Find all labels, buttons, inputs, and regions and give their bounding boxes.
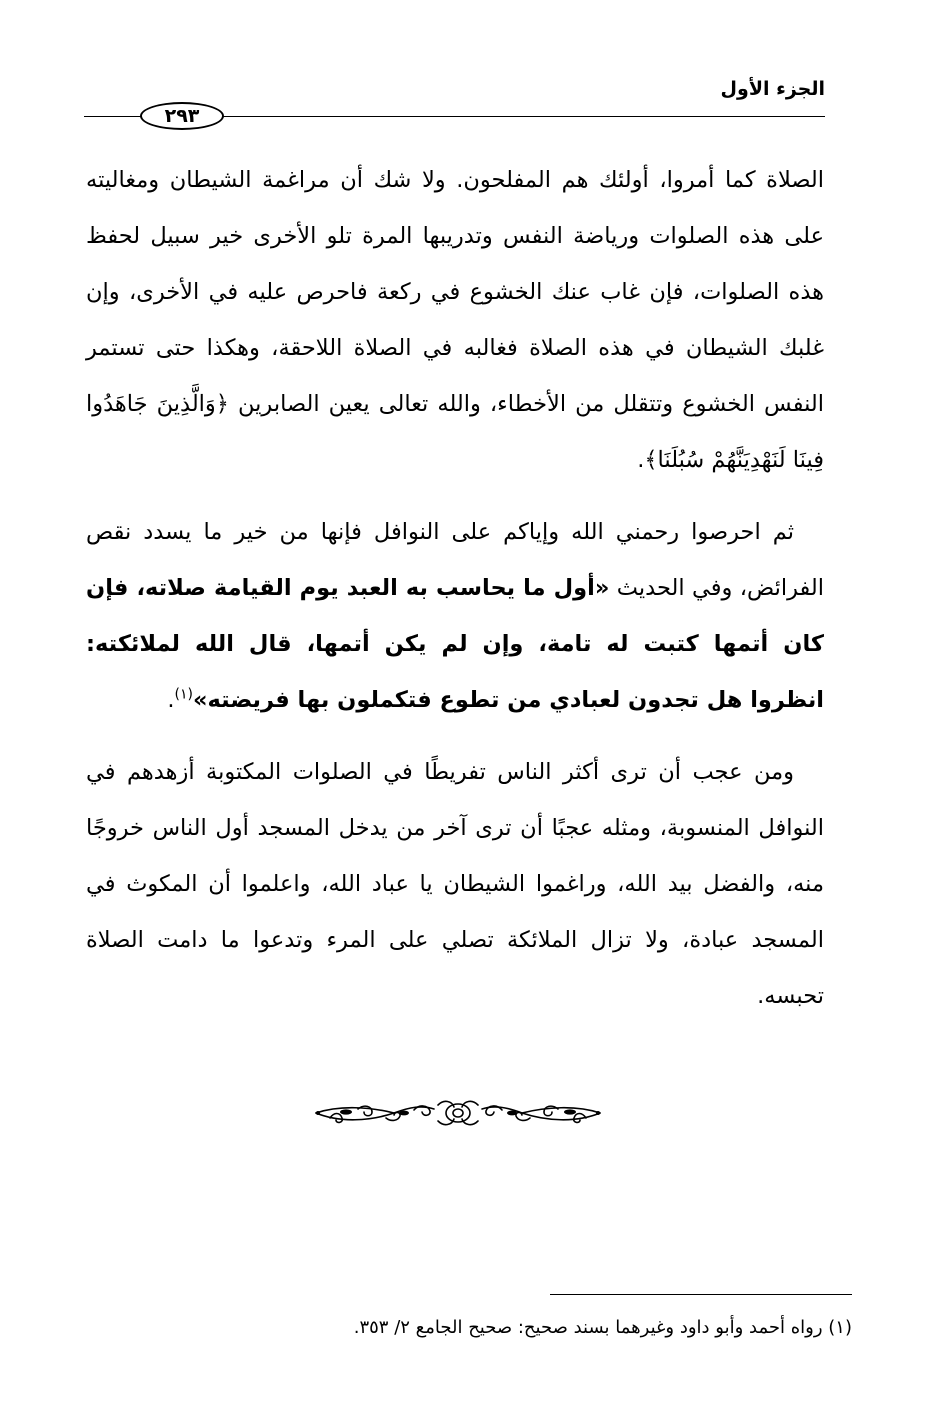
paragraph-1-period: . [637,447,645,473]
page-number-badge: ٢٩٣ [140,102,224,130]
paragraph-3-text: ومن عجب أن ترى أكثر الناس تفريطًا في الصلوات المكتوبة أزهدهم في النوافل المنسوبة، ومثله عجبًا أن ترى آخر من يدخل المسجد أول الناس خروجًا منه، والفضل بيد الله، وراغموا الشيطان يا عباد الله، واعلموا أن المكوث في المسجد عبادة، ولا تزال الملائكة تصلي على المرء وتدعوا ما دامت الصلاة تحبسه. [86,759,824,1009]
footnote-rule [550,1294,852,1295]
paragraph-2-text: ثم احرصوا رحمني الله وإياكم على النوافل فإنها من خير ما يسدد نقص الفرائض، وفي الحديث [86,519,824,601]
footnote: (١) رواه أحمد وأبو داود وغيرهما بسند صحيح: صحيح الجامع ٢/ ٣٥٣. [353,1317,852,1338]
paragraph-gap [86,728,824,744]
paragraph-1-text: الصلاة كما أمروا، أولئك هم المفلحون. ولا شك أن مراغمة الشيطان ومغاليته على هذه الصلوات ورياضة النفس وتدريبها المرة تلو الأخرى خير سبيل لحفظ هذه الصلوات، فإن غاب عنك الخشوع في ركعة فاحرص عليه في الأخرى، وإن غلبك الشيطان في هذه الصلاة فغالبه في الصلاة اللاحقة، وهكذا حتى تستمر النفس الخشوع وتتقلل من الأخطاء، والله تعالى يعين الصابرين [86,167,824,417]
quran-verse: ﴿وَالَّذِينَ جَاهَدُوا فِينَا لَنَهْدِيَنَّهُمْ سُبُلَنَا﴾ [86,391,824,473]
part-title: الجزء الأول [720,78,825,100]
page-header [84,70,825,130]
paragraph-2 [86,504,824,728]
hadith-quote: «أول ما يحاسب به العبد يوم القيامة صلاته، فإن كان أتمها كتبت له تامة، وإن لم يكن أتمها، قال الله لملائكته: انظروا هل تجدون لعبادي من تطوع فتكملون بها فريضته» [86,575,824,713]
paragraph-gap [86,488,824,504]
paragraph-2-period: . [167,687,175,713]
paragraph-3 [86,744,824,1024]
body-text [86,152,824,1024]
footnote-marker[interactable]: (١) [174,686,193,703]
section-divider-ornament-icon [310,1096,606,1130]
paragraph-1 [86,152,824,488]
